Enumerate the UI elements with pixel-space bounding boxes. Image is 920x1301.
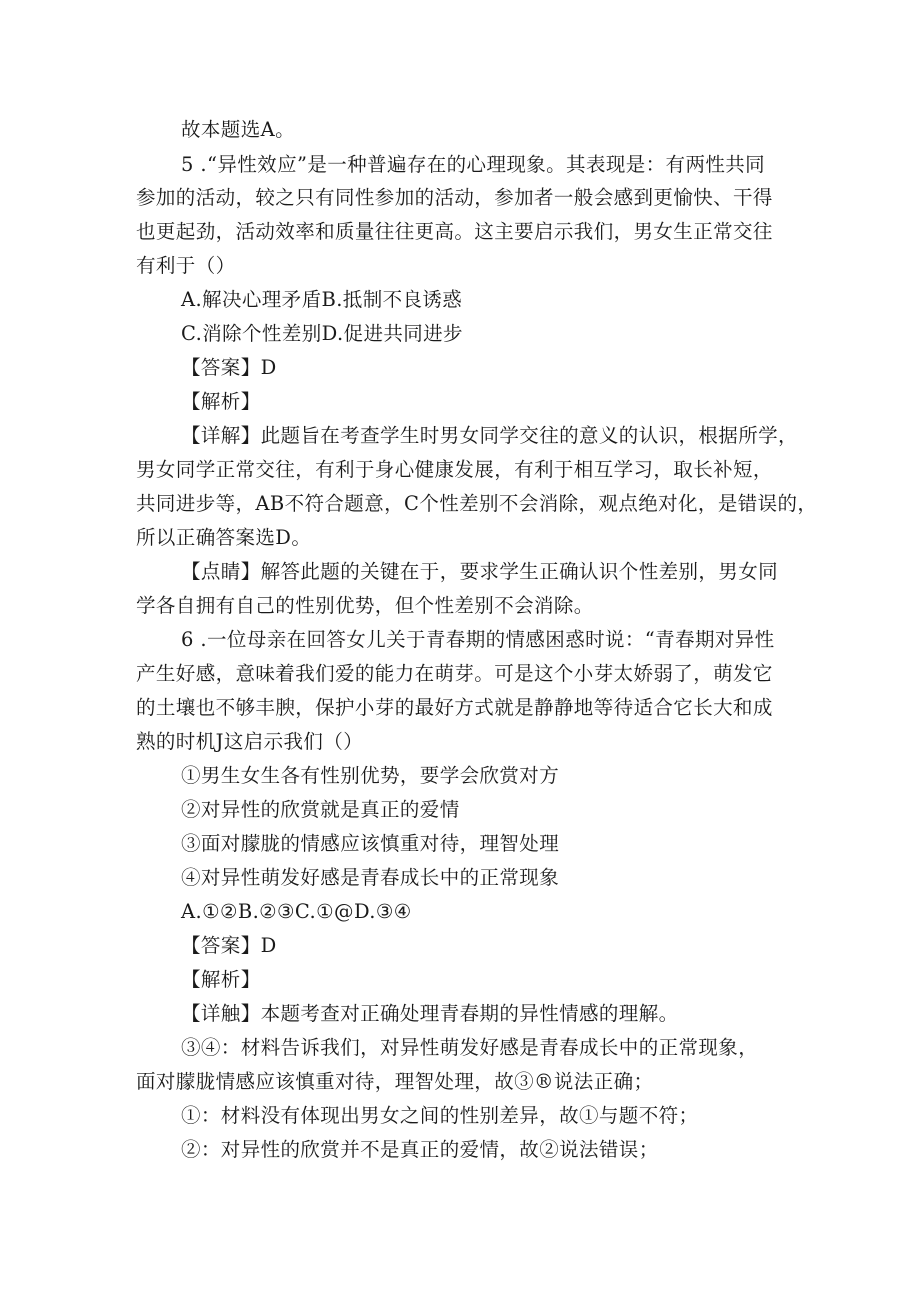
question-6-stem-line-3: 的土壤也不够丰腴，保护小芽的最好方式就是静静地等待适合它长大和成 — [136, 696, 773, 719]
question-5-options-cd: C.消除个性差别D.促进共同进步 — [181, 322, 463, 345]
question-6-statement-4: ④对异性萌发好感是青春成长中的正常现象 — [181, 866, 560, 889]
question-5-stem-line-4: 有利于（） — [136, 254, 236, 277]
question-5-analysis-heading: 【解析】 — [181, 390, 261, 413]
question-6-detail-intro: 【详触】本题考查对正确处理青春期的异性情感的理解。 — [181, 1002, 679, 1025]
question-6-statement-3: ③面对朦胧的情感应该慎重对待，理智处理 — [181, 832, 560, 855]
question-6-detail-1: ①：材料没有体现出男女之间的性别差异，故①与题不符； — [181, 1104, 699, 1127]
question-5-detail-line-1: 【详解】此题旨在考查学生时男女同学交往的意义的认识，根据所学， — [181, 424, 798, 447]
question-6-detail-34-line-2: 面对朦胧情感应该慎重对待，理智处理，故③®说法正确； — [136, 1070, 654, 1093]
question-5-detail-line-3: 共同进步等，AB不符合题意，C个性差别不会消除，观点绝对化，是错误的， — [136, 492, 818, 515]
question-5-options-ab: A.解决心理矛盾B.抵制不良诱惑 — [181, 288, 463, 311]
question-5-detail-line-2: 男女同学正常交往，有利于身心健康发展，有利于相互学习，取长补短， — [136, 458, 773, 481]
question-6-statement-1: ①男生女生各有性别优势，要学会欣赏对方 — [181, 764, 560, 787]
question-6-detail-2: ②：对异性的欣赏并不是真正的爱情，故②说法错误； — [181, 1138, 659, 1161]
question-5-stem-line-3: 也更起劲，活动效率和质量往往更高。这主要启示我们，男女生正常交往 — [136, 220, 773, 243]
question-6-stem-line-2: 产生好感，意味着我们爱的能力在萌芽。可是这个小芽太娇弱了，萌发它 — [136, 662, 773, 685]
question-5-detail-line-4: 所以正确答案选D。 — [136, 526, 312, 549]
question-6-statement-2: ②对异性的欣赏就是真正的爱情 — [181, 798, 460, 821]
text-line-conclusion: 故本题选A。 — [181, 118, 295, 141]
question-6-options: A.①②B.②③C.①@D.③④ — [181, 900, 412, 923]
question-6-analysis-heading: 【解析】 — [181, 968, 261, 991]
question-5-tip-line-1: 【点睛】解答此题的关键在于，要求学生正确认识个性差别，男女同 — [181, 560, 779, 583]
question-5-tip-line-2: 学各自拥有自己的性别优势，但个性差别不会消除。 — [136, 594, 594, 617]
question-6-detail-34-line-1: ③④：材料告诉我们，对异性萌发好感是青春成长中的正常现象， — [181, 1036, 759, 1059]
question-5-stem-line-2: 参加的活动，较之只有同性参加的活动，参加者一般会感到更愉快、干得 — [136, 186, 773, 209]
question-6-answer: 【答案】D — [181, 934, 277, 957]
question-6-stem-line-4: 熟的时机J这启示我们（） — [136, 730, 364, 753]
question-5-answer: 【答案】D — [181, 356, 277, 379]
question-6-stem-line-1: 6 .一位母亲在回答女儿关于青春期的情感困惑时说：“青春期对异性 — [181, 628, 775, 651]
question-5-stem-line-1: 5 .“异性效应”是一种普遍存在的心理现象。其表现是：有两性共同 — [181, 153, 766, 176]
